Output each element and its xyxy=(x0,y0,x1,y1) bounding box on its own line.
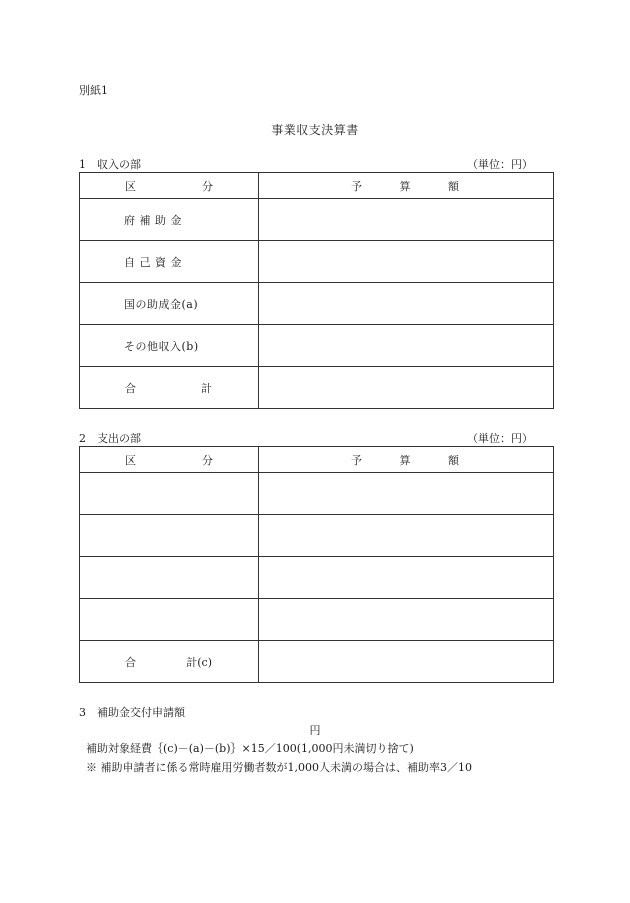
expense-category-cell xyxy=(80,557,259,599)
amount-header-cell xyxy=(259,173,554,199)
subsidy-formula: 補助対象経費｛(c)－(a)－(b)｝×15／100(1,000円未満切り捨て) xyxy=(86,742,414,755)
amount-header-char: 予 xyxy=(351,453,362,467)
income-amount-cell xyxy=(259,283,554,325)
income-total-amount-cell xyxy=(259,367,554,409)
total-char: 計(c) xyxy=(186,655,212,669)
income-category-cell xyxy=(80,241,259,283)
subsidy-rate-note: ※ 補助申請者に係る常時雇用労働者数が1,000人未満の場合は、補助率3／10 xyxy=(86,761,472,774)
amount-header-char: 予 xyxy=(351,179,362,193)
application-yen-unit: 円 xyxy=(309,724,321,737)
income-total-row xyxy=(80,367,554,409)
amount-header-char: 算 xyxy=(399,453,411,467)
row-label: 府 補 助 金 xyxy=(124,213,182,227)
table-row xyxy=(80,515,554,557)
income-amount-cell xyxy=(259,199,554,241)
table-row xyxy=(80,557,554,599)
amount-header-char: 額 xyxy=(448,179,459,193)
attachment-label: 別紙1 xyxy=(79,84,108,97)
amount-header-char: 算 xyxy=(399,179,411,193)
income-category-cell xyxy=(80,199,259,241)
expense-unit-label: （単位：円） xyxy=(467,432,533,445)
amount-header-char: 額 xyxy=(448,453,459,467)
expense-category-cell xyxy=(80,515,259,557)
table-row xyxy=(80,599,554,641)
document-title: 事業収支決算書 xyxy=(271,123,359,137)
category-header-char: 区 xyxy=(125,453,136,467)
category-header-char: 分 xyxy=(202,453,213,467)
category-header-char: 分 xyxy=(202,179,213,193)
table-row xyxy=(80,325,554,367)
total-char: 合 xyxy=(125,381,136,395)
table-row xyxy=(80,241,554,283)
income-category-cell xyxy=(80,325,259,367)
expense-amount-cell xyxy=(259,557,554,599)
income-table xyxy=(79,172,554,409)
expense-category-cell xyxy=(80,473,259,515)
row-label: 自 己 資 金 xyxy=(124,255,182,269)
income-unit-label: （単位：円） xyxy=(467,158,533,171)
income-amount-cell xyxy=(259,241,554,283)
row-label: 国の助成金(a) xyxy=(124,297,199,311)
amount-header-cell xyxy=(259,447,554,473)
expense-amount-cell xyxy=(259,599,554,641)
income-header-row xyxy=(80,173,554,199)
total-char: 計 xyxy=(201,381,212,395)
income-amount-cell xyxy=(259,325,554,367)
expense-section-heading: 2 支出の部 xyxy=(79,432,141,445)
table-row xyxy=(80,283,554,325)
expense-category-cell xyxy=(80,599,259,641)
table-row xyxy=(80,199,554,241)
expense-amount-cell xyxy=(259,515,554,557)
total-char: 合 xyxy=(125,655,136,669)
expense-header-row xyxy=(80,447,554,473)
expense-amount-cell xyxy=(259,473,554,515)
expense-total-row xyxy=(80,641,554,683)
expense-total-label-cell xyxy=(80,641,259,683)
category-header-char: 区 xyxy=(125,179,136,193)
income-total-label-cell xyxy=(80,367,259,409)
row-label: その他収入(b) xyxy=(124,339,199,353)
income-section-heading: 1 収入の部 xyxy=(79,158,141,171)
application-section-heading: 3 補助金交付申請額 xyxy=(79,706,185,719)
expense-total-amount-cell xyxy=(259,641,554,683)
table-row xyxy=(80,473,554,515)
expense-table xyxy=(79,446,554,683)
category-header-cell xyxy=(80,173,259,199)
income-category-cell xyxy=(80,283,259,325)
category-header-cell xyxy=(80,447,259,473)
